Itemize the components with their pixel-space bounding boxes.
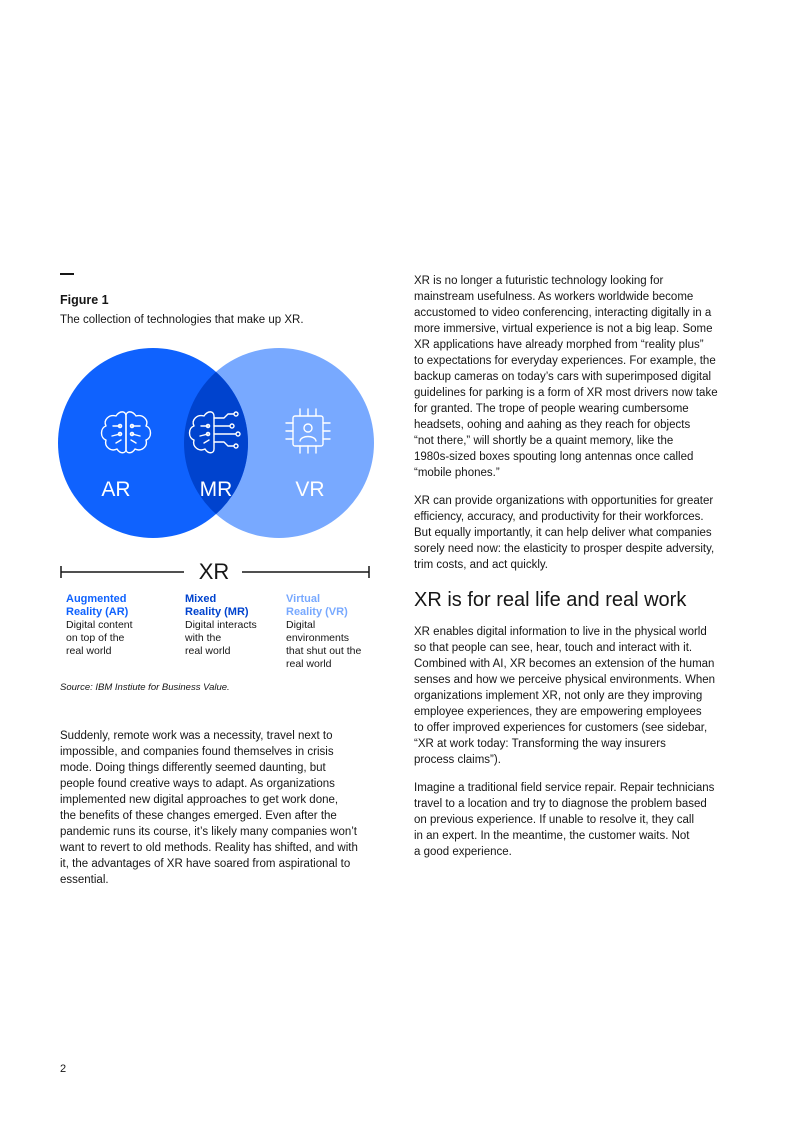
legend-vr-title: Virtual Reality (VR) (286, 593, 348, 618)
venn-diagram (58, 348, 374, 538)
mr-label: MR (199, 478, 233, 501)
xr-label: XR (198, 559, 230, 584)
legend-ar-title: Augmented Reality (AR) (66, 593, 129, 618)
left-paragraph: Suddenly, remote work was a necessity, travel next to impossible, and companies found themselves in crisis mode. Doing things differently seemed daunting, but people found creative ways to adapt. As organizations implemented new digital approaches to get work done, the benefits of these changes emerged. Even after the pandemic runs its course, it’s likely many companies won’t want to revert to old methods. Reality has shifted, and with it, the advantages of XR have soared from aspirational to essential. (60, 730, 358, 886)
legend-vr (286, 593, 381, 671)
vr-label: VR (295, 478, 325, 501)
right-paragraph-3: XR enables digital information to live in the physical world so that people can see, hear, touch and interact with it. Combined with AI, XR becomes an extension of the human senses and how we perceive physical environments. When organizations implement XR, not only are they improving employee experiences, they are empowering employees to offer improved experiences for customers (see sidebar, “XR at work today: Transforming the way insurers process claims”). (414, 626, 716, 766)
legend-mr-desc: Digital interacts with the real world (185, 619, 257, 657)
right-paragraph-2: XR can provide organizations with opportunities for greater efficiency, accuracy, and productivity for their workforces. But equally importantly, it can help deliver what companies sorely need now: the elasticity to prosper despite adversity, trim costs, and act quickly. (414, 495, 715, 571)
right-paragraph-4: Imagine a traditional field service repair. Repair technicians travel to a location and try to diagnose the problem based on previous experience. If unable to resolve it, they call in an expert. In the meantime, the customer waits. Not a good experience. (414, 782, 715, 858)
figure-dash (60, 273, 74, 275)
right-paragraph-1: XR is no longer a futuristic technology looking for mainstream usefulness. As workers worldwide become accustomed to video conferencing, interacting digitally in a more immersive, virtual experience is not a big leap. Some XR applications have already morphed from “reality plus” to expectations for everyday experiences. For example, the backup cameras on today’s cars with superimposed digital guidelines for parking is a form of XR most drivers now take for granted. The trope of people wearing cumbersome headsets, oohing and aahing as they reach for objects “not there,” will shortly be a quaint memory, like the 1980s-sized boxes spouting long antennas once called “mobile phones.” (414, 275, 718, 479)
figure-subtitle: The collection of technologies that make up XR. (60, 314, 304, 326)
legend-vr-desc: Digital environments that shut out the real world (286, 619, 362, 670)
legend-ar-desc: Digital content on top of the real world (66, 619, 133, 657)
legend-mr (185, 593, 275, 658)
ar-label: AR (101, 478, 131, 501)
figure-title: Figure 1 (60, 293, 109, 307)
section-heading: XR is for real life and real work (414, 589, 687, 611)
figure-source: Source: IBM Instiute for Business Value. (60, 682, 230, 693)
legend-mr-title: Mixed Reality (MR) (185, 593, 249, 618)
page-number: 2 (60, 1063, 67, 1075)
legend-ar (66, 593, 176, 658)
